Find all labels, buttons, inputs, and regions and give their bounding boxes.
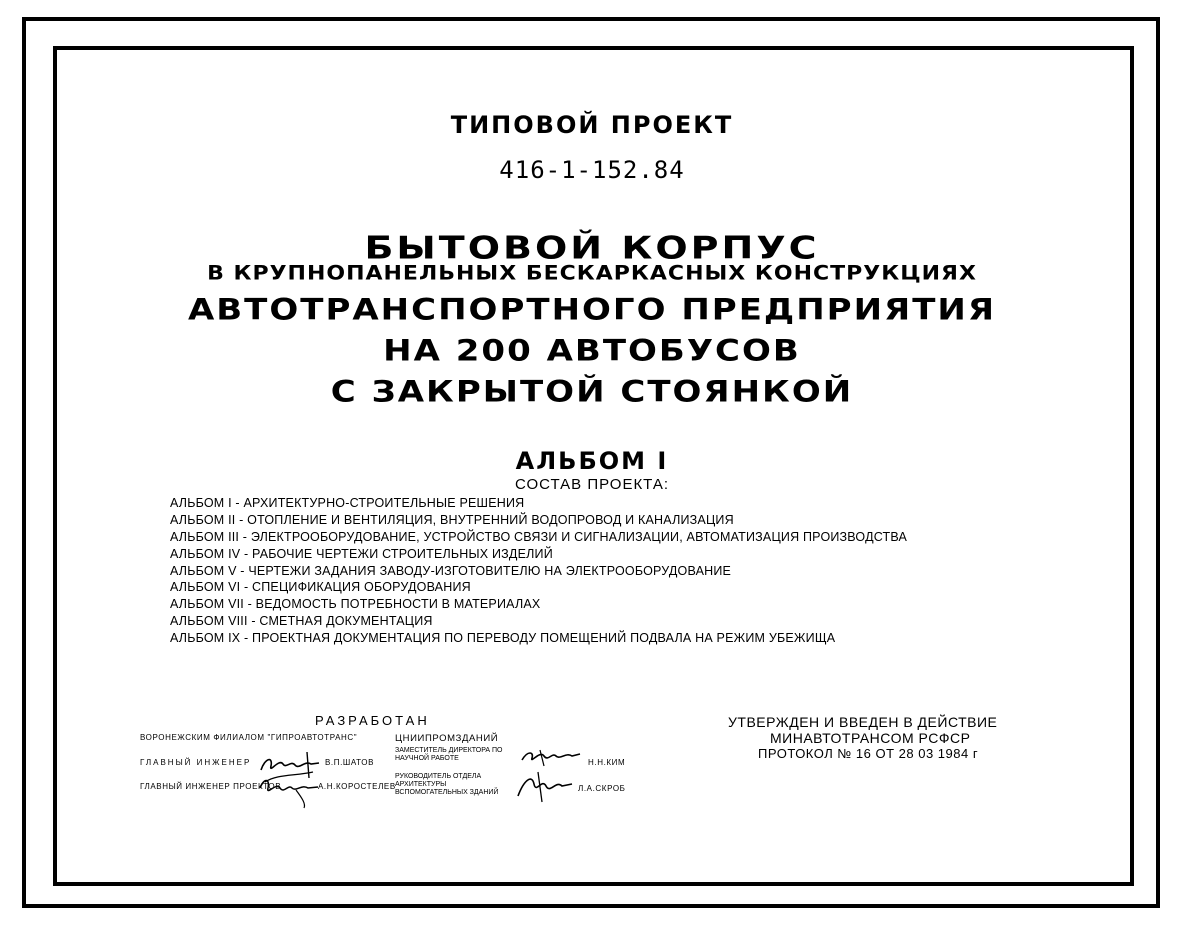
album-list-item: АЛЬБОМ V - ЧЕРТЕЖИ ЗАДАНИЯ ЗАВОДУ-ИЗГОТОВИТЕЛЮ НА ЭЛЕКТРООБОРУДОВАНИЕ: [170, 563, 732, 578]
album-list-item: АЛЬБОМ I - АРХИТЕКТУРНО-СТРОИТЕЛЬНЫЕ РЕШЕНИЯ: [170, 496, 525, 510]
approval-line-3: ПРОТОКОЛ № 16 ОТ 28 03 1984 г: [758, 746, 979, 761]
institute-name: ЦНИИПРОМЗДАНИЙ: [395, 733, 499, 744]
department-head-name: Л.А.СКРОБ: [578, 784, 626, 793]
contents-heading: СОСТАВ ПРОЕКТА:: [514, 476, 670, 493]
chief-engineer-name: В.П.ШАТОВ: [325, 758, 375, 767]
title-line-2: В КРУПНОПАНЕЛЬНЫХ БЕСКАРКАСНЫХ КОНСТРУКЦИЯХ: [207, 262, 977, 285]
deputy-director-name: Н.Н.КИМ: [588, 758, 626, 767]
approval-line-1: УТВЕРЖДЕН И ВВЕДЕН В ДЕЙСТВИЕ: [728, 714, 998, 730]
album-list: [170, 495, 907, 647]
album-list-item: АЛЬБОМ III - ЭЛЕКТРООБОРУДОВАНИЕ, УСТРОЙСТВО СВЯЗИ И СИГНАЛИЗАЦИИ, АВТОМАТИЗАЦИЯ ПРОИЗВОДСТВА: [170, 529, 908, 544]
album-list-item: АЛЬБОМ VIII - СМЕТНАЯ ДОКУМЕНТАЦИЯ: [170, 614, 433, 629]
title-line-4: НА 200 АВТОБУСОВ: [383, 334, 801, 368]
project-type-heading: ТИПОВОЙ ПРОЕКТ: [450, 111, 734, 139]
chief-project-engineer-label: ГЛАВНЫЙ ИНЖЕНЕР ПРОЕКТОВ: [140, 782, 282, 791]
deputy-director-label: ЗАМЕСТИТЕЛЬ ДИРЕКТОРА ПО НАУЧНОЙ РАБОТЕ: [395, 747, 503, 762]
signature-department-head: [512, 768, 576, 806]
title-line-3: АВТОТРАНСПОРТНОГО ПРЕДПРИЯТИЯ: [187, 293, 997, 327]
title-line-1: БЫТОВОЙ КОРПУС: [364, 229, 820, 267]
developer-heading: РАЗРАБОТАН: [315, 713, 430, 728]
chief-engineer-label: ГЛАВНЫЙ ИНЖЕНЕР: [140, 758, 252, 767]
album-list-item: АЛЬБОМ II - ОТОПЛЕНИЕ И ВЕНТИЛЯЦИЯ, ВНУТРЕННИЙ ВОДОПРОВОД И КАНАЛИЗАЦИЯ: [170, 512, 734, 527]
approval-line-2: МИНАВТОТРАНСОМ РСФСР: [770, 730, 971, 746]
department-head-label: РУКОВОДИТЕЛЬ ОТДЕЛА АРХИТЕКТУРЫ ВСПОМОГАТЕЛЬНЫХ ЗДАНИЙ: [395, 773, 499, 796]
album-list-item: АЛЬБОМ VI - СПЕЦИФИКАЦИЯ ОБОРУДОВАНИЯ: [170, 580, 471, 595]
album-list-item: АЛЬБОМ VII - ВЕДОМОСТЬ ПОТРЕБНОСТИ В МАТЕРИАЛАХ: [170, 597, 541, 612]
chief-project-engineer-name: А.Н.КОРОСТЕЛЕВ: [318, 782, 396, 791]
album-list-item: АЛЬБОМ IX - ПРОЕКТНАЯ ДОКУМЕНТАЦИЯ ПО ПЕРЕВОДУ ПОМЕЩЕНИЙ ПОДВАЛА НА РЕЖИМ УБЕЖИЩА: [170, 631, 836, 646]
developer-branch: ВОРОНЕЖСКИМ ФИЛИАЛОМ "ГИПРОАВТОТРАНС": [140, 733, 358, 742]
album-list-item: АЛЬБОМ IV - РАБОЧИЕ ЧЕРТЕЖИ СТРОИТЕЛЬНЫХ ИЗДЕЛИЙ: [170, 546, 553, 561]
project-code: 416-1-152.84: [499, 156, 685, 184]
signature-chief-project-engineer: [256, 774, 320, 810]
title-line-5: С ЗАКРЫТОЙ СТОЯНКОЙ: [330, 375, 854, 409]
album-heading: АЛЬБОМ I: [515, 447, 669, 475]
